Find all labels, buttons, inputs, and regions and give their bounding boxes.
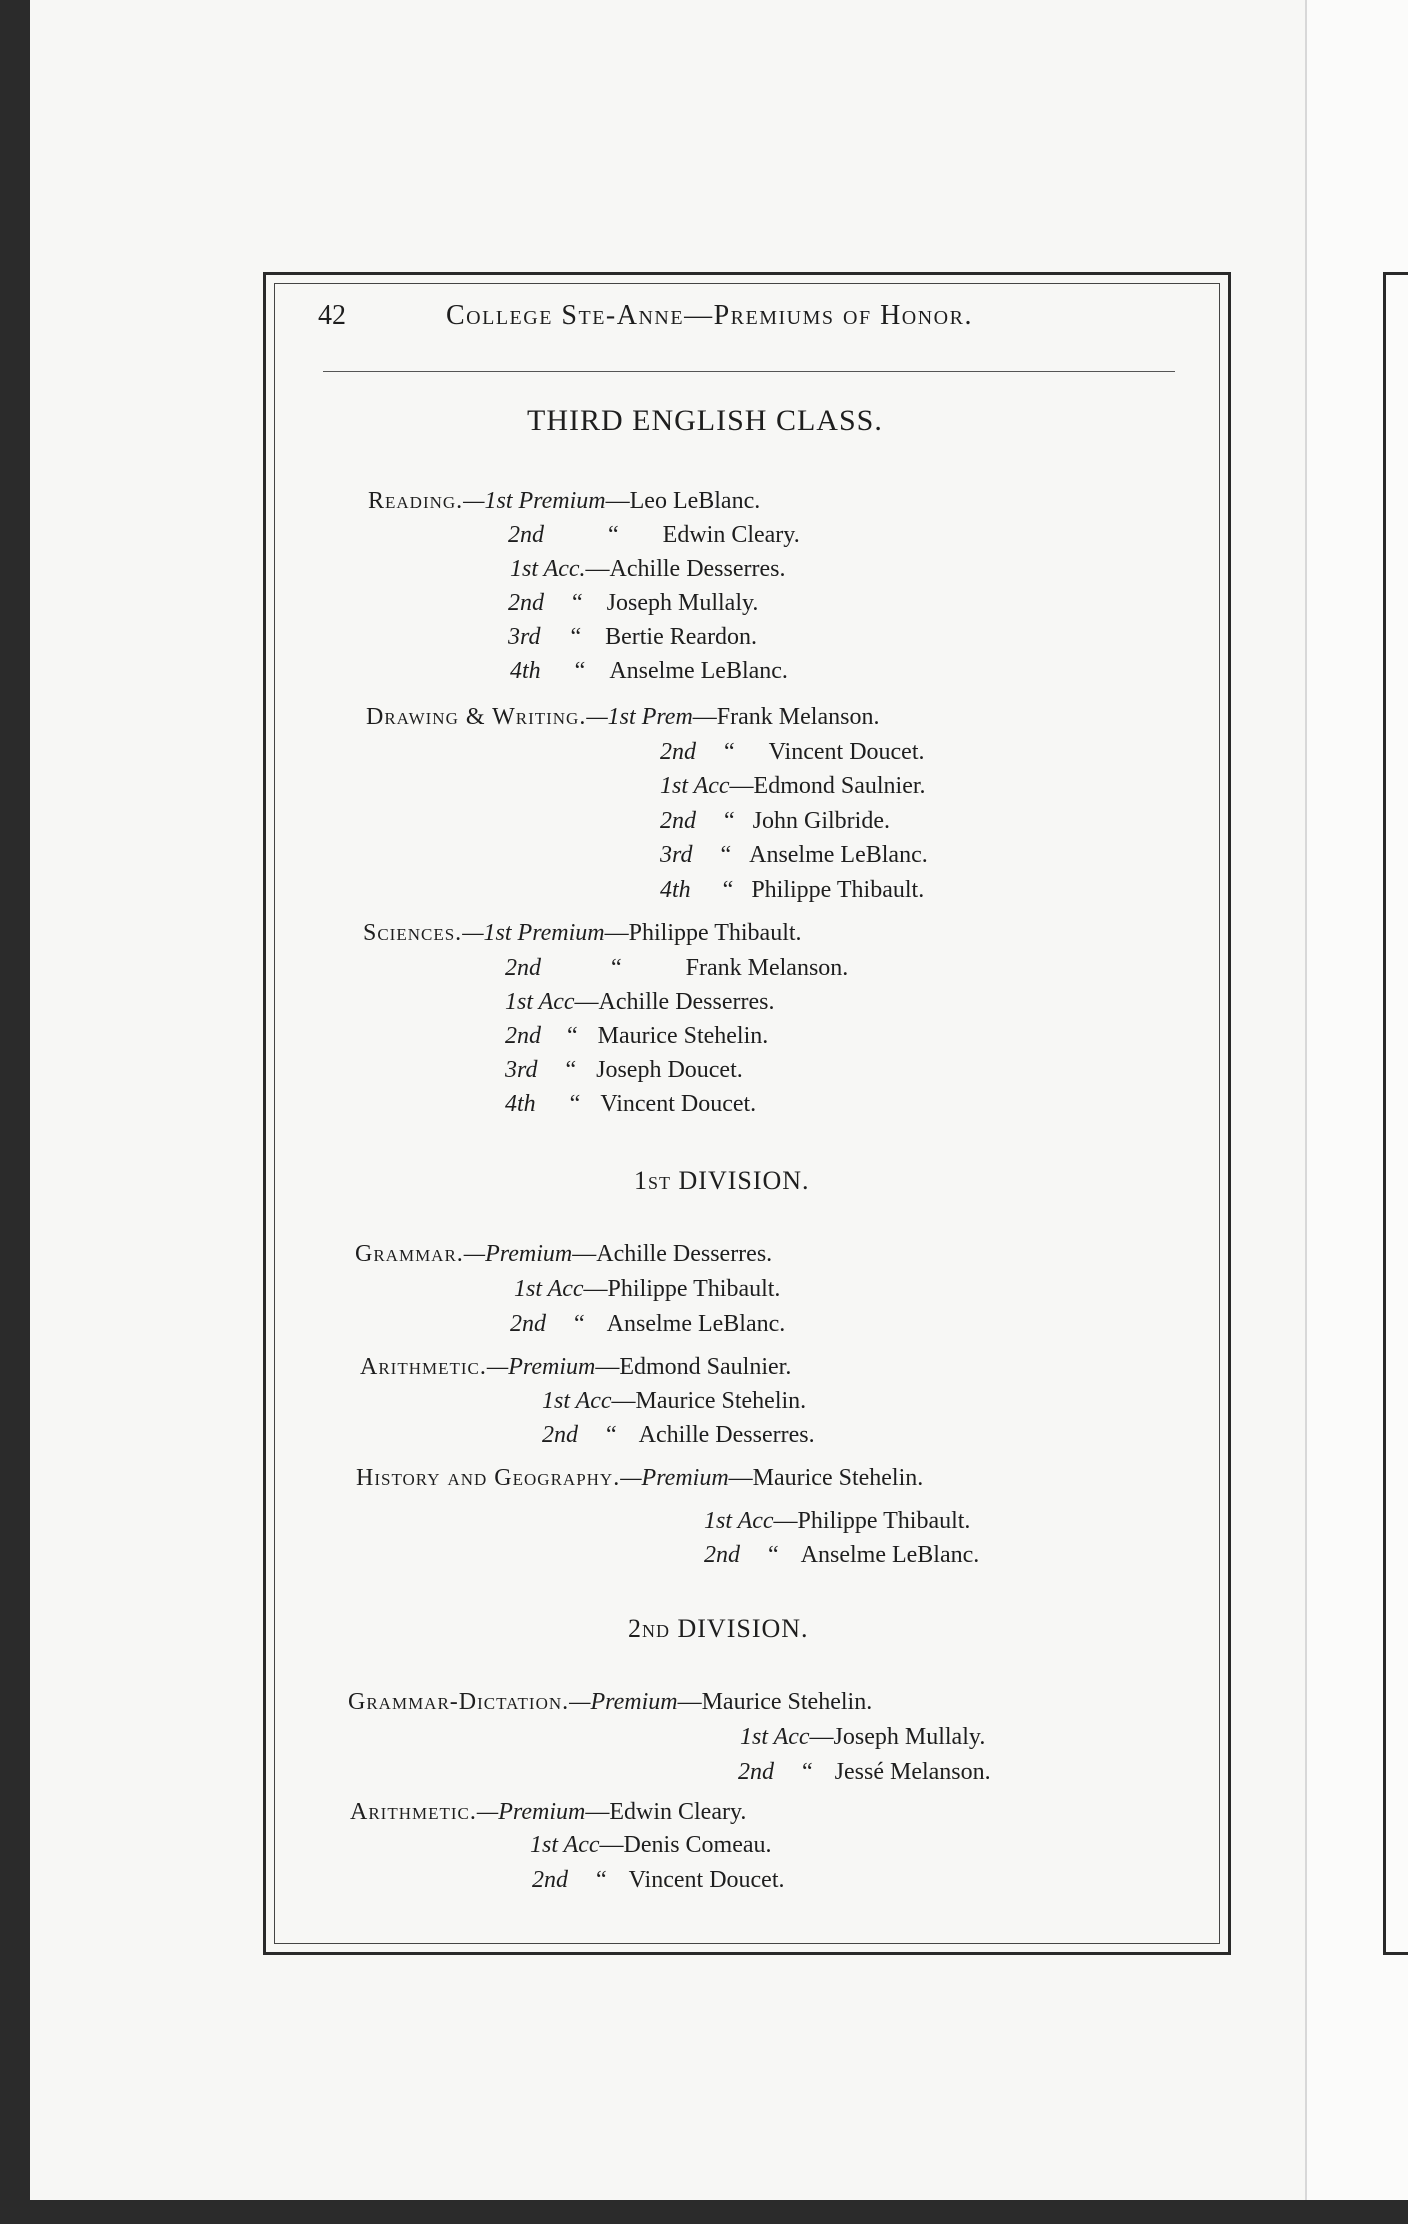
subject-label: Arithmetic.: [360, 1354, 487, 1380]
recipient-name: —Edmond Saulnier.: [729, 773, 926, 799]
recipient-name: Jessé Melanson.: [834, 1759, 991, 1785]
award-line: [510, 554, 785, 584]
rank-label: —1st Premium: [462, 920, 605, 946]
award-line: [738, 1757, 991, 1787]
rank-label: 1st Acc: [505, 989, 575, 1015]
rank-label: —Premium: [486, 1354, 596, 1380]
recipient-name: Anselme LeBlanc.: [606, 1311, 786, 1337]
award-line: [660, 875, 924, 905]
ditto-mark: “: [722, 877, 734, 903]
rank-label: 4th: [660, 877, 691, 903]
running-title: College Ste-Anne—Premiums of Honor.: [446, 300, 973, 331]
award-line: [350, 1797, 746, 1827]
recipient-name: —Achille Desserres.: [572, 1241, 773, 1267]
recipient-name: Frank Melanson.: [685, 955, 849, 981]
recipient-name: Anselme LeBlanc.: [609, 658, 788, 684]
division-heading: 2nd DIVISION.: [628, 1614, 809, 1643]
rank-label: 1st Acc: [514, 1276, 584, 1302]
subject-label: Reading.: [368, 488, 464, 514]
subject-label: Sciences.: [363, 920, 463, 946]
recipient-name: Joseph Doucet.: [596, 1057, 743, 1083]
recipient-name: —Edwin Cleary.: [585, 1799, 747, 1825]
ditto-mark: “: [720, 842, 732, 868]
ditto-mark: “: [572, 590, 583, 616]
award-line: [366, 702, 879, 732]
recipient-name: John Gilbride.: [752, 808, 890, 834]
rank-label: —Premium: [476, 1799, 586, 1825]
award-line: [508, 588, 758, 618]
recipient-name: —Frank Melanson.: [692, 704, 880, 730]
header-rule: [323, 371, 1175, 372]
rank-label: 2nd: [660, 808, 696, 834]
recipient-name: Vincent Doucet.: [768, 739, 925, 765]
ditto-mark: “: [724, 739, 735, 765]
ditto-mark: “: [565, 1057, 577, 1083]
award-line: [660, 771, 926, 801]
recipient-name: —Denis Comeau.: [599, 1832, 772, 1858]
class-title: THIRD ENGLISH CLASS.: [527, 404, 883, 437]
rank-label: —1st Prem: [586, 704, 693, 730]
rank-label: 2nd: [704, 1542, 740, 1568]
ditto-mark: “: [802, 1759, 813, 1785]
recipient-name: —Achille Desserres.: [585, 556, 786, 582]
award-line: [505, 953, 848, 983]
recipient-name: Anselme LeBlanc.: [749, 842, 928, 868]
subject-label: Drawing & Writing.: [366, 704, 587, 730]
rank-label: —1st Premium: [463, 488, 606, 514]
recipient-name: —Maurice Stehelin.: [611, 1388, 807, 1414]
award-line: [542, 1420, 815, 1450]
award-line: [348, 1687, 872, 1717]
facing-page-border: [1383, 272, 1408, 1955]
ditto-mark: “: [567, 1023, 578, 1049]
subject-label: Arithmetic.: [350, 1799, 477, 1825]
recipient-name: Philippe Thibault.: [751, 877, 925, 903]
page-number: 42: [318, 300, 346, 331]
award-line: [510, 1309, 785, 1339]
rank-label: 4th: [505, 1091, 536, 1117]
award-line: [505, 1021, 768, 1051]
recipient-name: —Edmond Saulnier.: [595, 1354, 792, 1380]
rank-label: —Premium: [569, 1689, 678, 1715]
recipient-name: —Philippe Thibault.: [604, 920, 802, 946]
rank-label: 2nd: [508, 590, 544, 616]
recipient-name: Edwin Cleary.: [662, 522, 800, 548]
recipient-name: Vincent Doucet.: [628, 1867, 785, 1893]
recipient-name: Vincent Doucet.: [600, 1091, 757, 1117]
award-line: [508, 520, 800, 550]
rank-label: 1st Acc: [660, 773, 730, 799]
rank-label: 2nd: [505, 955, 541, 981]
rank-label: 2nd: [738, 1759, 774, 1785]
award-line: [704, 1540, 979, 1570]
ditto-mark: “: [596, 1867, 607, 1893]
rank-label: 3rd: [508, 624, 541, 650]
rank-label: 2nd: [660, 739, 696, 765]
rank-label: —Premium: [620, 1465, 729, 1491]
award-line: [510, 656, 788, 686]
award-line: [740, 1722, 985, 1752]
division-heading: 1st DIVISION.: [634, 1166, 810, 1195]
recipient-name: —Maurice Stehelin.: [677, 1689, 873, 1715]
recipient-name: Achille Desserres.: [638, 1422, 815, 1448]
recipient-name: Joseph Mullaly.: [606, 590, 759, 616]
award-line: [355, 1239, 772, 1269]
rank-label: 3rd: [505, 1057, 538, 1083]
ditto-mark: “: [570, 624, 582, 650]
subject-label: Grammar.: [355, 1241, 464, 1267]
rank-label: 4th: [510, 658, 541, 684]
recipient-name: Maurice Stehelin.: [597, 1023, 769, 1049]
ditto-mark: “: [608, 522, 619, 548]
award-line: [368, 486, 760, 516]
award-line: [505, 987, 774, 1017]
award-line: [660, 806, 890, 836]
running-header: [318, 300, 1180, 340]
award-line: [530, 1830, 772, 1860]
recipient-name: Bertie Reardon.: [605, 624, 758, 650]
ditto-mark: “: [569, 1091, 581, 1117]
rank-label: 2nd: [542, 1422, 578, 1448]
recipient-name: —Philippe Thibault.: [773, 1508, 971, 1534]
rank-label: 1st Acc: [740, 1724, 810, 1750]
award-line: [363, 918, 802, 948]
rank-label: —Premium: [463, 1241, 573, 1267]
ditto-mark: “: [724, 808, 735, 834]
award-line: [660, 840, 928, 870]
rank-label: 2nd: [505, 1023, 541, 1049]
rank-label: 1st Acc: [704, 1508, 774, 1534]
rank-label: 2nd: [510, 1311, 546, 1337]
ditto-mark: “: [768, 1542, 779, 1568]
rank-label: 2nd: [532, 1867, 568, 1893]
recipient-name: —Achille Desserres.: [574, 989, 775, 1015]
recipient-name: Anselme LeBlanc.: [800, 1542, 980, 1568]
award-line: [514, 1274, 780, 1304]
award-line: [505, 1089, 756, 1119]
ditto-mark: “: [606, 1422, 617, 1448]
award-line: [704, 1506, 970, 1536]
ditto-mark: “: [611, 955, 622, 981]
ditto-mark: “: [574, 658, 586, 684]
rank-label: 1st Acc: [542, 1388, 612, 1414]
rank-label: 1st Acc: [530, 1832, 600, 1858]
recipient-name: —Joseph Mullaly.: [809, 1724, 986, 1750]
award-line: [505, 1055, 743, 1085]
award-line: [508, 622, 757, 652]
rank-label: 1st Acc.: [510, 556, 586, 582]
award-line: [542, 1386, 806, 1416]
recipient-name: —Leo LeBlanc.: [605, 488, 761, 514]
ditto-mark: “: [574, 1311, 585, 1337]
rank-label: 3rd: [660, 842, 693, 868]
subject-label: History and Geography.: [356, 1465, 621, 1491]
recipient-name: —Maurice Stehelin.: [728, 1465, 924, 1491]
subject-label: Grammar-Dictation.: [348, 1689, 570, 1715]
award-line: [532, 1865, 785, 1895]
recipient-name: —Philippe Thibault.: [583, 1276, 781, 1302]
award-line: [660, 737, 925, 767]
rank-label: 2nd: [508, 522, 544, 548]
award-line: [356, 1463, 923, 1493]
award-line: [360, 1352, 791, 1382]
